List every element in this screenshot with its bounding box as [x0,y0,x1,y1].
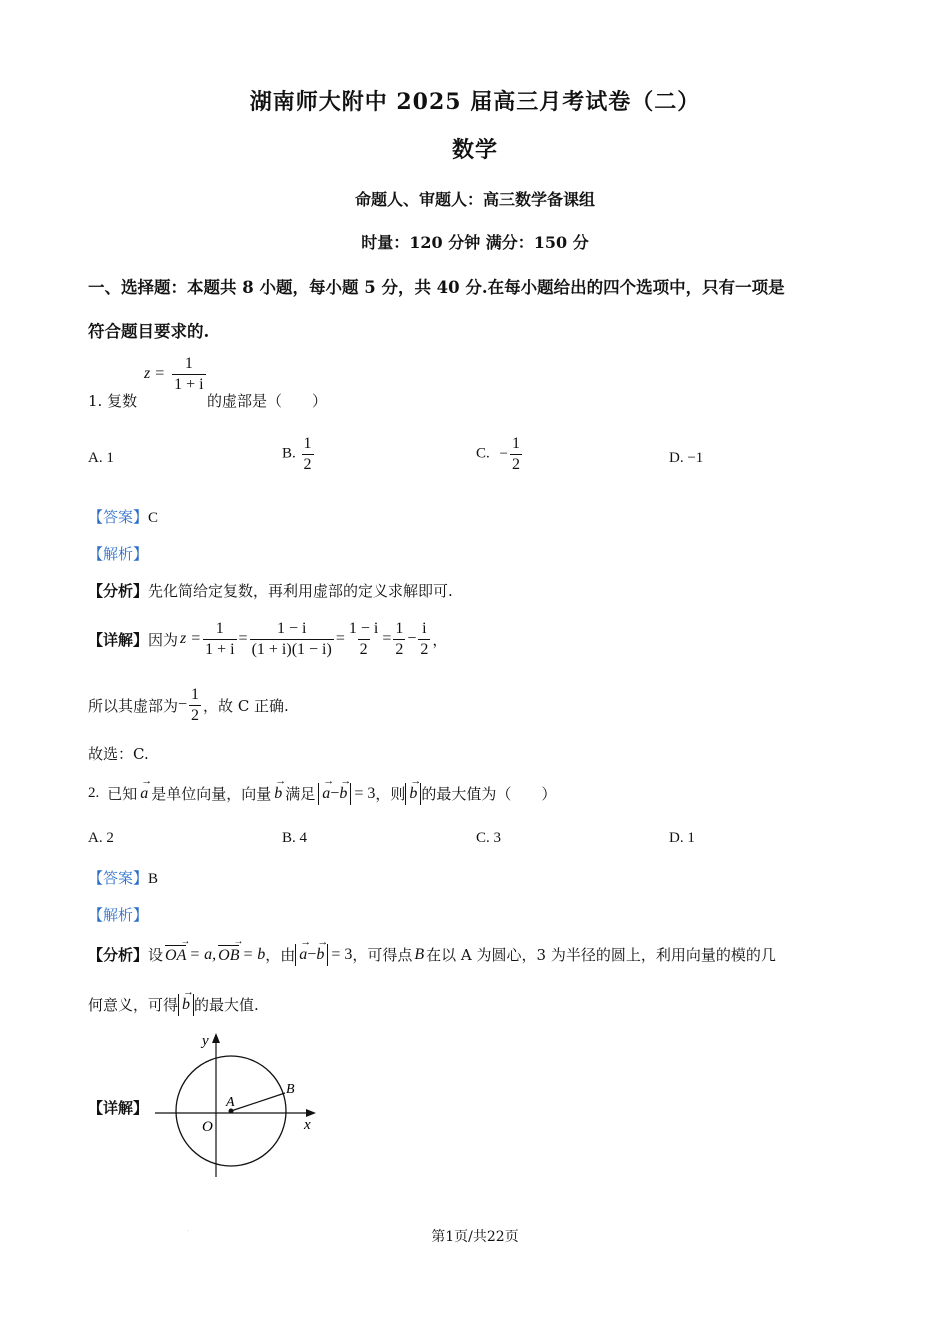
q1-analysis-tag: 【解析】 [88,545,149,563]
q1-answer-tag: 【答案】 [88,508,149,526]
radius-ab [231,1093,285,1111]
label-y: y [202,1033,209,1049]
q2-answer [88,867,158,888]
q2-stem: 2. 已知 → a 是单位向量，向量 → b 满足 → a−→ b = 3 ，则 → b 的最大值为（ ） [88,783,556,805]
q2-fenxi-line1: 【分析】 设 OA → = a, OB → = b ，由 → a−→ b = 3 ，可得点 B 在以 A 为圆心，3 为半径的圆上，利用向量的模的几 [88,944,776,966]
q1-frac-den: 1 + i [174,375,204,393]
label-b: B [286,1082,295,1097]
page-number: 第1页/共22页 [431,1229,519,1245]
q1-detail: 【详解】 因为 z = $\frac{1}{1 + i}$ = $\frac{1 - i}{(1 + i)(1 - i)}$ = $\frac{1 - i}{2}$ = $\frac{1}{2}$ − $\frac{i}{2}$ ， [88,620,448,658]
x-axis-arrow-icon [306,1109,316,1117]
label-x: x [304,1117,311,1133]
footer-mark: . [187,1226,189,1233]
q1-number: 1. 复数 [88,392,138,410]
q1-stem-tail: 的虚部是（ ） [207,392,328,410]
q1-option-a: A. 1 [88,450,114,466]
section1-line1: 一、选择题：本题共 8 小题，每小题 5 分，共 40 分.在每小题给出的四个选项中，只有一项是 [88,278,785,297]
exam-title: 湖南师大附中 2025 届高三月考试卷（二） [249,89,701,115]
q1-z-eq: z = [144,365,166,383]
q1-option-b: B. $\frac{1}{2}$ [282,435,312,473]
q2-option-d: D. 1 [669,830,695,846]
authors-line: 命题人、审题人：高三数学备课组 [354,190,595,209]
q1-option-c: C. − $\frac{1}{2}$ [476,435,520,473]
q2-option-a: A. 2 [88,830,114,846]
time-score-line: 时量：120 分钟 满分：150 分 [361,233,589,252]
q1-conclusion: 所以其虚部为 − $\frac{1}{2}$ ，故 C 正确. [88,686,289,724]
q1-answer [88,506,158,527]
q2-detail-tag: 【详解】 [88,1099,149,1117]
q1-answer-value: C [148,510,159,526]
q1-frac-num: 1 [184,355,193,372]
circle-diagram [150,1025,330,1185]
subject-title: 数学 [451,137,498,163]
q2-option-c: C. 3 [476,830,502,846]
label-o: O [202,1119,213,1135]
q2-answer-value: B [148,871,159,887]
q1-fenxi: 【分析】先化简给定复数，再利用虚部的定义求解即可. [88,582,453,600]
q1-fraction [144,355,208,393]
q2-analysis-tag: 【解析】 [88,906,149,924]
q2-fenxi-line2: 何意义，可得 → b 的最大值. [88,994,259,1016]
label-a: A [226,1095,235,1110]
section1-line2: 符合题目要求的. [88,322,210,341]
q2-answer-tag: 【答案】 [88,869,149,887]
q1-choose: 故选：C. [88,745,149,763]
q2-option-b: B. 4 [282,830,308,846]
q1-option-d: D. −1 [669,450,704,466]
y-axis-arrow-icon [212,1033,220,1043]
